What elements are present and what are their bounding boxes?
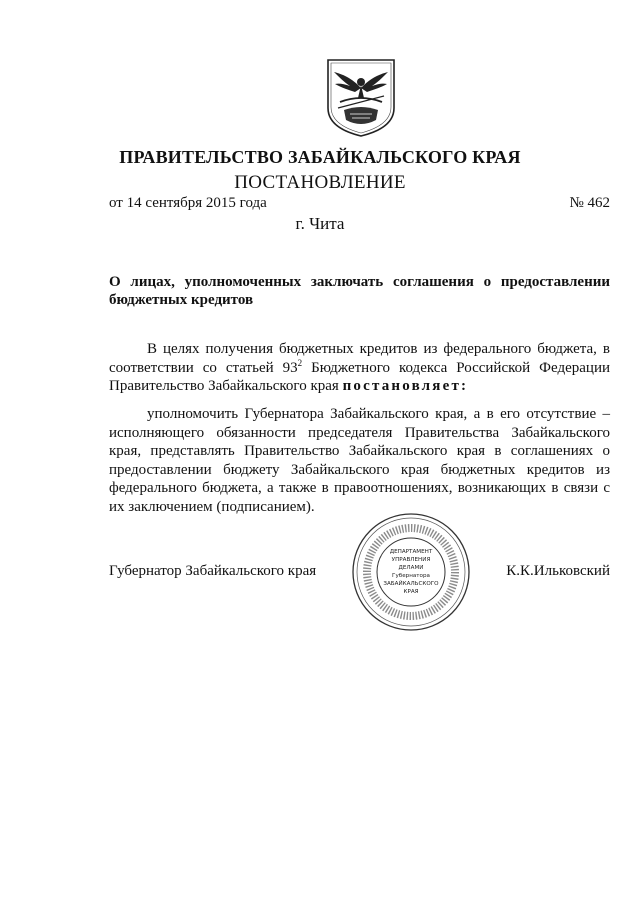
stamp-text: ЗАБАЙКАЛЬСКОГО	[383, 581, 439, 587]
document-date: от 14 сентября 2015 года	[109, 195, 267, 211]
subject-line: бюджетных кредитов	[109, 292, 254, 308]
text-fragment: Правительство Забайкальского края	[109, 378, 343, 394]
stamp-text: УПРАВЛЕНИЯ	[391, 557, 431, 563]
document-type: ПОСТАНОВЛЕНИЕ	[234, 172, 406, 193]
stamp-text: КРАЯ	[403, 589, 419, 595]
paragraph-line	[109, 359, 610, 378]
paragraph-line: края, представлять Правительство Забайкальского края в соглашениях о	[109, 443, 610, 459]
paragraph-line: В целях получения бюджетных кредитов из федерального бюджета, в	[147, 341, 610, 357]
resolves-keyword: постановляет:	[342, 378, 469, 394]
paragraph-line: предоставлении бюджету Забайкальского края бюджетных кредитов из	[109, 461, 610, 478]
paragraph-resolution	[109, 405, 610, 516]
subject-line: О лицах, уполномоченных заключать соглашения о предоставлении	[109, 274, 610, 290]
signer-position: Губернатор Забайкальского края	[109, 563, 317, 579]
paragraph-line	[109, 377, 610, 396]
official-stamp-icon	[350, 508, 472, 636]
paragraph-line: федерального бюджета, а также в правоотношениях, возникающих в связи с	[109, 480, 610, 496]
document-city: г. Чита	[295, 214, 345, 233]
text-fragment: соответствии со статьей 93	[109, 359, 298, 376]
stamp-text: ДЕЛАМИ	[398, 565, 424, 571]
paragraph-line: исполняющего обязанности председателя Правительства Забайкальского	[109, 424, 610, 441]
signer-name: К.К.Ильковский	[506, 563, 610, 579]
paragraph-preamble	[109, 340, 610, 396]
text-fragment: Бюджетного кодекса Российской Федерации	[302, 359, 610, 376]
paragraph-line: их заключением (подписанием).	[109, 498, 315, 515]
document-subject	[109, 273, 610, 309]
government-title: ПРАВИТЕЛЬСТВО ЗАБАЙКАЛЬСКОГО КРАЯ	[119, 147, 521, 167]
superscript: 2	[297, 357, 303, 368]
stamp-text: ДЕПАРТАМЕНТ	[389, 549, 433, 555]
document-number: № 462	[569, 195, 610, 211]
coat-of-arms-icon	[322, 58, 400, 138]
stamp-text: Губернатора	[392, 573, 430, 579]
paragraph-line: уполномочить Губернатора Забайкальского края, а в его отсутствие –	[147, 406, 610, 422]
